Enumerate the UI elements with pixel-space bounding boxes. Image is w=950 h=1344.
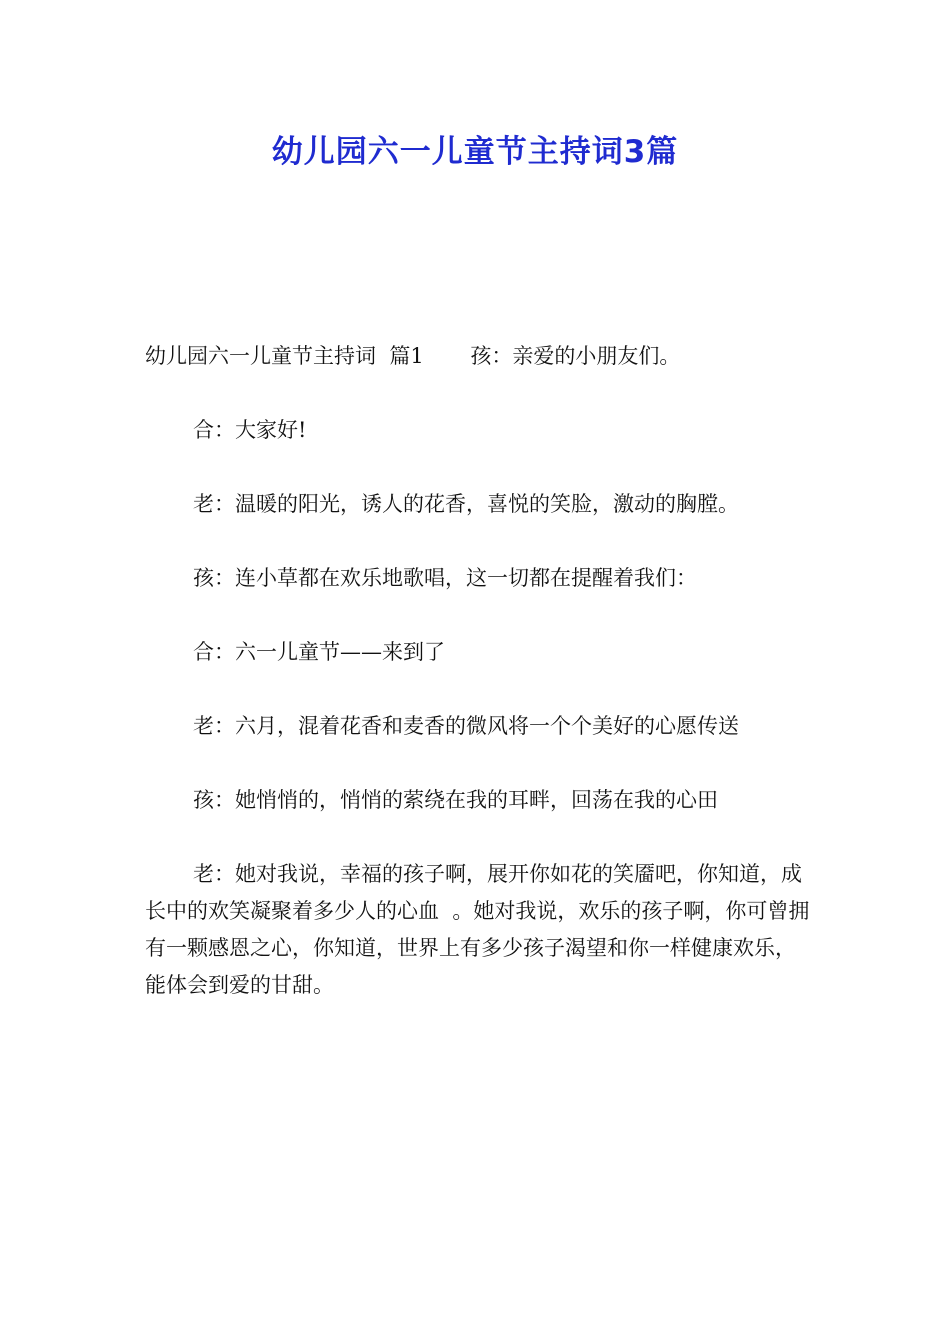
- paragraph-1: 幼儿园六一儿童节主持词 篇1 孩：亲爱的小朋友们。: [145, 344, 681, 368]
- paragraph-5: 合：六一儿童节——来到了: [193, 640, 445, 664]
- paragraph-2: 合：大家好!: [193, 418, 307, 442]
- paragraph-6: 老：六月，混着花香和麦香的微风将一个个美好的心愿传送: [193, 714, 739, 738]
- paragraph-4: 孩：连小草都在欢乐地歌唱，这一切都在提醒着我们：: [193, 566, 697, 590]
- paragraph-3: 老：温暖的阳光，诱人的花香，喜悦的笑脸，激动的胸膛。: [193, 492, 739, 516]
- document-title: 幼儿园六一儿童节主持词3篇: [271, 134, 679, 170]
- document-body: [145, 338, 810, 1041]
- paragraph-8: 老：她对我说，幸福的孩子啊，展开你如花的笑靥吧，你知道，成长中的欢笑凝聚着多少人的心血 。她对我说，欢乐的孩子啊，你可曾拥有一颗感恩之心，你知道，世界上有多少孩子渴望和你一样健康欢乐，能体会到爱的甘甜。: [145, 862, 810, 997]
- paragraph-7: 孩：她悄悄的，悄悄的萦绕在我的耳畔，回荡在我的心田: [193, 788, 718, 812]
